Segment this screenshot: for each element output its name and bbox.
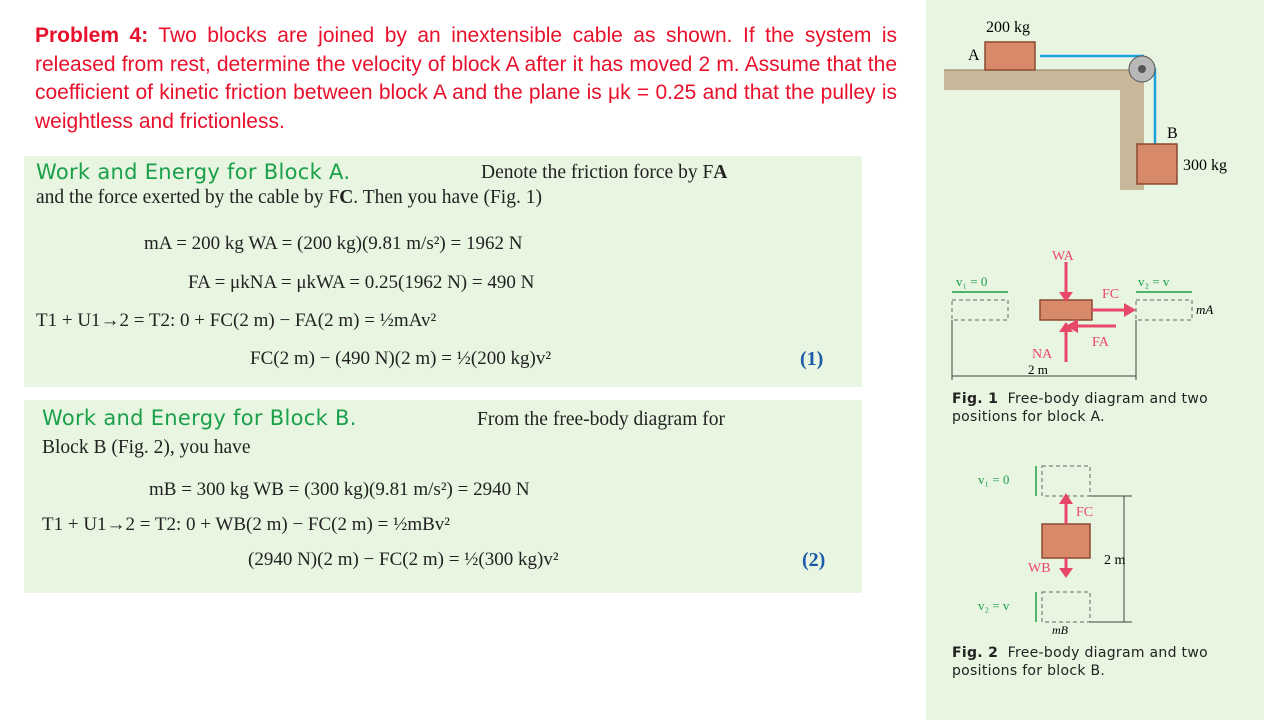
fig1-distance: 2 m [1028,362,1048,377]
fig1-position-2 [1136,300,1192,320]
block-a-intro-2: and the force exerted by the cable by FC. Then you have (Fig. 1) [36,187,542,208]
fig2-mb-label: mB [1052,623,1068,637]
fig2-block-b [1042,524,1090,558]
fig1-fc-label: FC [1102,287,1120,302]
fig2-position-2 [1042,592,1090,622]
fig2-fc-label: FC [1076,505,1094,520]
problem-label: Problem 4: [35,24,149,47]
block-a-eq-4: FC(2 m) − (490 N)(2 m) = ½(200 kg)v² [250,348,552,369]
block-a-eq-1: mA = 200 kg WA = (200 kg)(9.81 m/s²) = 1962 N [144,233,523,254]
fig1-v1: v₁ = 0 [956,274,988,289]
block-a-heading: Work and Energy for Block A. [36,160,351,184]
block-a-eq-3: T1 + U1→2 = T2: 0 + FC(2 m) − FA(2 m) = ½mAv² [36,310,437,331]
block-b [1137,144,1177,184]
block-b-panel [24,400,862,593]
horizontal-plane [944,70,1144,90]
fig1-fa-label: FA [1092,335,1109,350]
block-b-heading: Work and Energy for Block B. [42,406,357,430]
system-figure [940,0,1240,200]
fig2-wb-label: WB [1028,561,1051,576]
block-a [985,42,1035,70]
block-a-panel [24,156,862,387]
fig2-diagram [960,460,1180,640]
block-a-eq-2: FA = μkNA = μkWA = 0.25(1962 N) = 490 N [188,272,535,293]
block-b-intro-2: Block B (Fig. 2), you have [42,437,251,458]
label-a: A [968,47,980,64]
fig1-caption: Fig. 1 Free-body diagram and two positions for block A. [952,391,1208,425]
block-b-eq-3: (2940 N)(2 m) − FC(2 m) = ½(300 kg)v² [248,549,559,570]
label-b: B [1167,125,1178,142]
fig2-position-1 [1042,466,1090,496]
fig2-caption: Fig. 2 Free-body diagram and two positions for block B. [952,645,1208,679]
block-b-eq-2: T1 + U1→2 = T2: 0 + WB(2 m) − FC(2 m) = ½mBv² [42,514,450,535]
fig2-v2: v₂ = v [978,598,1010,613]
fig1-v2: v₂ = v [1138,274,1170,289]
block-b-intro-1: From the free-body diagram for [477,409,725,430]
equation-tag-1: (1) [800,348,824,370]
block-a-intro-1: Denote the friction force by FA [481,162,728,183]
fig1-block-a [1040,300,1092,320]
mass-a-label: 200 kg [986,19,1030,36]
problem-statement [35,22,897,136]
fig1-wa-label: WA [1052,249,1074,264]
equation-tag-2: (2) [802,549,826,571]
mass-b-label: 300 kg [1183,157,1227,174]
block-b-eq-1: mB = 300 kg WB = (300 kg)(9.81 m/s²) = 2940 N [149,479,530,500]
problem-text: Two blocks are joined by an inextensible cable as shown. If the system is released from rest, determine the velocity of block A after it has moved 2 m. Assume that the coefficient of kinetic friction between block A and the plane is μk = 0.25 and that the pulley is weightless and frictionless. [35,24,897,133]
fig1-diagram [946,240,1236,390]
fig2-v1: v₁ = 0 [978,472,1010,487]
fig1-na-label: NA [1032,347,1053,362]
fig1-ma-label: mA [1196,302,1214,317]
fig2-distance: 2 m [1104,553,1126,568]
fig1-position-1 [952,300,1008,320]
